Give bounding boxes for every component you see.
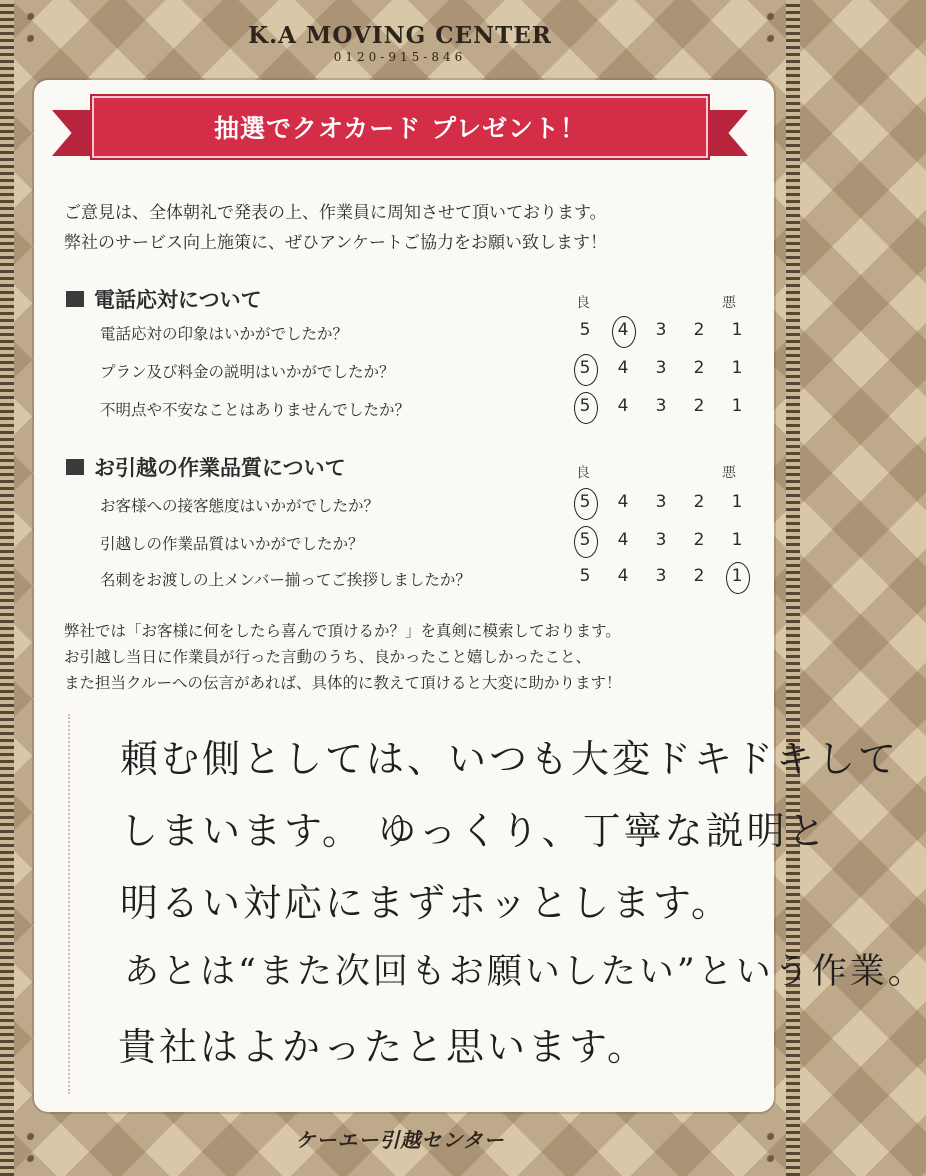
company-header [0,22,800,64]
rating-row [566,530,756,550]
question-text: 名刺をお渡しの上メンバー揃ってご挨拶しましたか？ [100,571,471,589]
rating-row [566,358,756,378]
rating-row [566,492,756,512]
rating-row [566,320,756,340]
closing-line: お引越し当日に作業員が行った言動のうち、良かったこと嬉しかったこと、 [64,648,592,666]
scale-bad-label: 悪 [722,295,736,311]
rating-option[interactable]: 5 [579,320,591,340]
rating-option[interactable]: 4 [617,530,629,550]
rivet-decoration [26,1154,34,1162]
rating-row [566,396,756,416]
handwritten-line: あとは“また次回もお願いしたい”という作業。 [124,952,926,992]
rating-option[interactable]: 2 [693,320,705,340]
rating-option[interactable]: 5 [579,566,591,586]
closing-line: また担当クルーへの伝言があれば、具体的に教えて頂けると大変に助かります！ [64,674,622,692]
rating-option[interactable]: 2 [693,566,705,586]
rating-option[interactable]: 3 [655,396,667,416]
closing-text [64,618,764,696]
rating-option[interactable]: 3 [655,492,667,512]
rating-option[interactable]: 3 [655,566,667,586]
rating-option-selected[interactable]: 5 [566,492,604,512]
rating-option[interactable]: 3 [655,320,667,340]
square-bullet-icon [66,459,84,475]
section-title-moving [66,452,346,482]
question-text: 引越しの作業品質はいかがでしたか？ [100,535,364,553]
rating-option[interactable]: 2 [693,530,705,550]
intro-line: ご意見は、全体朝礼で発表の上、作業員に周知させて頂いております。 [64,203,607,223]
handwritten-line: 貴社はよかったと思います。 [118,1025,648,1069]
scale-bad-label: 悪 [722,465,736,481]
question-text: 電話応対の印象はいかがでしたか？ [100,325,349,343]
section-title-text: お引越の作業品質について [94,456,346,480]
rating-option[interactable]: 2 [693,396,705,416]
rating-option[interactable]: 2 [693,492,705,512]
rating-option[interactable]: 1 [731,530,743,550]
left-edge-stripe [0,0,14,1176]
rating-option-selected[interactable]: 4 [604,320,642,340]
square-bullet-icon [66,291,84,307]
rating-option[interactable]: 4 [617,358,629,378]
rating-option[interactable]: 1 [731,358,743,378]
brand-name: K.A MOVING CENTER [248,22,552,49]
question-text: お客様への接客態度はいかがでしたか？ [100,497,380,515]
rating-option[interactable]: 3 [655,530,667,550]
intro-line: 弊社のサービス向上施策に、ぜひアンケートご協力をお願い致します！ [64,233,607,253]
rating-option[interactable]: 1 [731,320,743,340]
rating-option[interactable]: 1 [731,492,743,512]
question-text: プラン及び料金の説明はいかがでしたか？ [100,363,395,381]
closing-line: 弊社では「お客様に何をしたら喜んで頂けるか？」を真剣に模索しております。 [64,622,621,640]
rating-option[interactable]: 2 [693,358,705,378]
phone-number: 0120-915-846 [333,50,467,64]
rating-row [566,566,756,586]
section-title-text: 電話応対について [94,288,262,312]
rating-option[interactable]: 1 [731,396,743,416]
present-banner: 抽選でクオカード プレゼント！ [92,96,708,158]
rating-option[interactable]: 4 [617,492,629,512]
footer-company-name: ケーエー引越センター [295,1128,505,1152]
rating-option-selected[interactable]: 5 [566,396,604,416]
rivet-decoration [766,1154,774,1162]
question-text: 不明点や不安なことはありませんでしたか？ [100,401,411,419]
handwritten-line: 明るい対応にまずホッとします。 [120,881,732,925]
rating-option[interactable]: 3 [655,358,667,378]
rating-option[interactable]: 4 [617,566,629,586]
section-title-phone [66,284,262,314]
scale-good-label: 良 [576,295,590,311]
intro-text [64,198,754,258]
rating-option-selected[interactable]: 1 [718,566,756,586]
right-edge-stripe [786,0,800,1176]
rating-option-selected[interactable]: 5 [566,530,604,550]
rivet-decoration [766,12,774,20]
scale-good-label: 良 [576,465,590,481]
handwritten-line: 頼む側としては、いつも大変ドキドキして [120,737,900,781]
handwritten-line: しまいます。 ゆっくり、丁寧な説明と [120,809,829,853]
rivet-decoration [26,12,34,20]
rating-option-selected[interactable]: 5 [566,358,604,378]
rating-option[interactable]: 4 [617,396,629,416]
